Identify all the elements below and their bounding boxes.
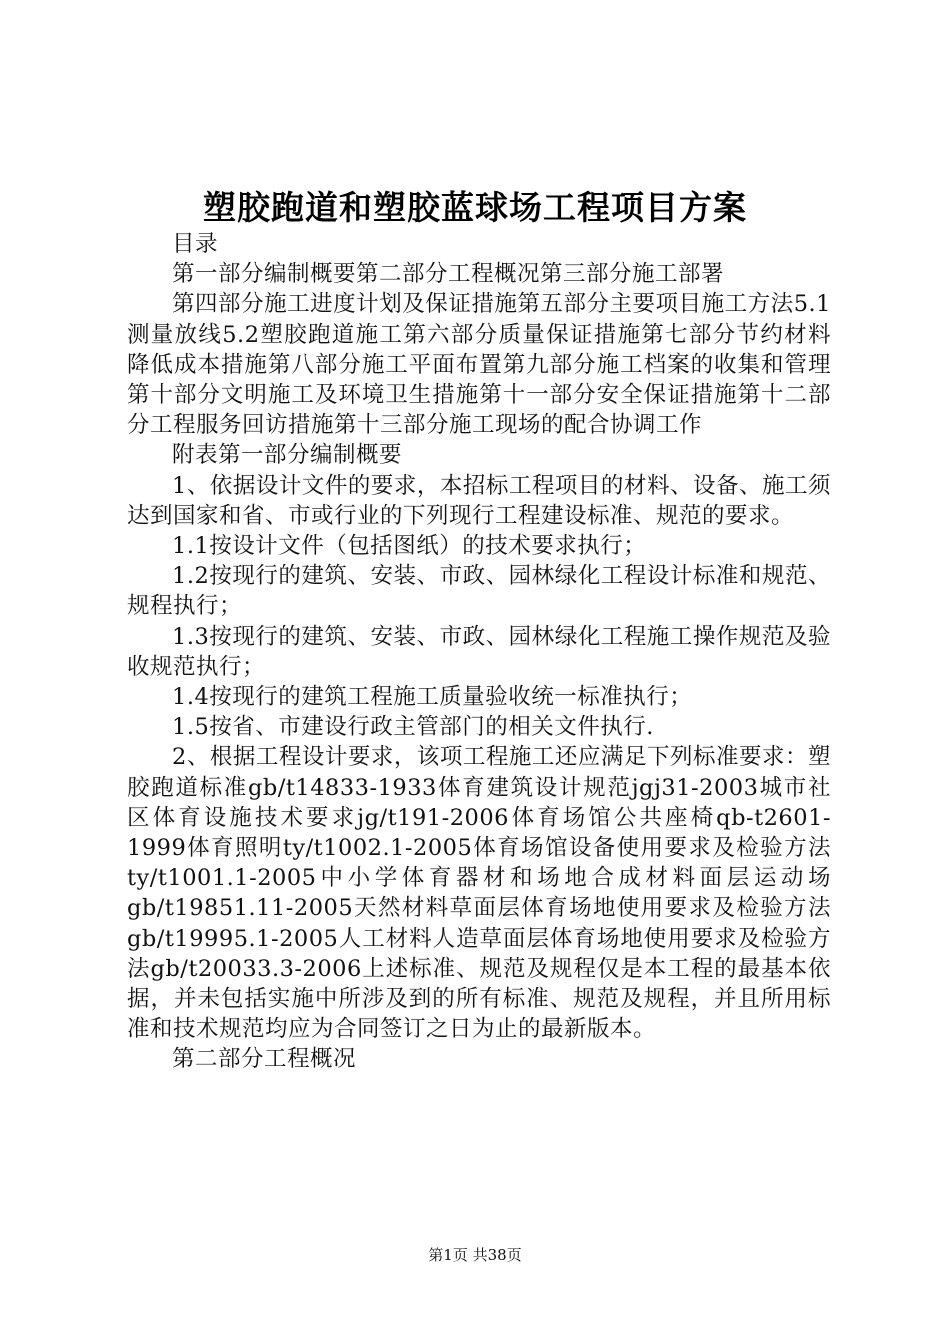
paragraph: 1.1按设计文件（包括图纸）的技术要求执行；	[172, 533, 647, 560]
paragraph: 1.3按现行的建筑、安装、市政、园林绿化工程施工操作规范及验收规范执行；	[127, 623, 831, 680]
toc-heading: 目录	[172, 231, 219, 257]
toc-line: 第四部分施工进度计划及保证措施第五部分主要项目施工方法5.1测量放线5.2塑胶跑道施工第六部分质量保证措施第七部分节约材料降低成本措施第八部分施工平面布置第九部分施工档案的收集和管理第十部分文明施工及环境卫生措施第十一部分安全保证措施第十二部分工程服务回访措施第十三部分施工现场的配合协调工作	[127, 291, 831, 439]
section-heading: 附表第一部分编制概要	[172, 442, 403, 469]
paragraph: 1.2按现行的建筑、安装、市政、园林绿化工程设计标准和规范、规程执行；	[127, 563, 831, 620]
page-footer: 第1页 共38页	[428, 1246, 522, 1264]
section-heading: 第二部分工程概况	[172, 1046, 357, 1073]
paragraph: 1.4按现行的建筑工程施工质量验收统一标准执行；	[172, 684, 693, 711]
toc-line: 第一部分编制概要第二部分工程概况第三部分施工部署	[172, 261, 725, 288]
paragraph: 2、根据工程设计要求，该项工程施工还应满足下列标准要求：塑胶跑道标准gb/t14833-1933体育建筑设计规范jgj31-2003城市社区体育设施技术要求jg/t191-2006体育场馆公共座椅qb-t2601-1999体育照明ty/t1002.1-2005体育场馆设备使用要求及检验方法ty/t1001.1-2005中小学体育器材和场地合成材料面层运动场gb/t19851.11-2005天然材料草面层体育场地使用要求及检验方法gb/t19995.1-2005人工材料人造草面层体育场地使用要求及检验方法gb/t20033.3-2006上述标准、规范及规程仅是本工程的最基本依据，并未包括实施中所涉及到的所有标准、规范及规程，并且所用标准和技术规范均应为合同签订之日为止的最新版本。	[127, 744, 831, 1043]
paragraph: 1.5按省、市建设行政主管部门的相关文件执行.	[172, 714, 654, 741]
document-body	[127, 229, 831, 1075]
paragraph: 1、依据设计文件的要求，本招标工程项目的材料、设备、施工须达到国家和省、市或行业的下列现行工程建设标准、规范的要求。	[127, 472, 831, 529]
document-title: 塑胶跑道和塑胶蓝球场工程项目方案	[203, 188, 747, 227]
